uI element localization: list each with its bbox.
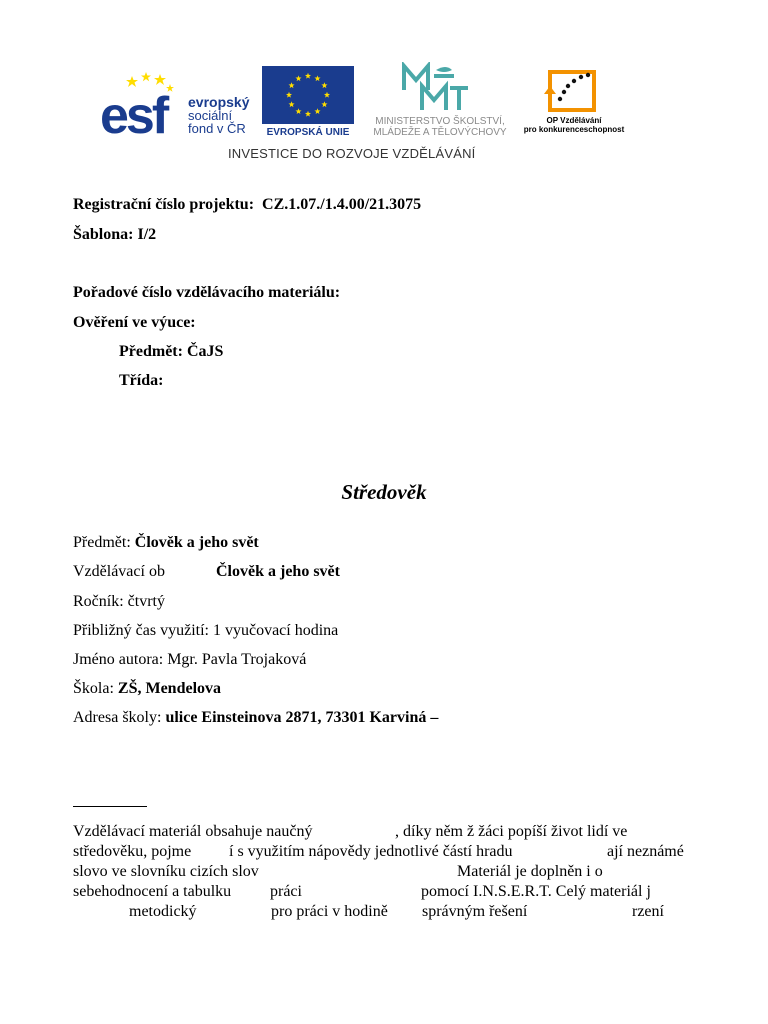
footnote bbox=[73, 822, 695, 922]
registration-line bbox=[73, 195, 421, 215]
skola-value: ZŠ, Mendelova bbox=[117, 680, 222, 697]
predmet-label: Předmět: bbox=[73, 534, 131, 551]
footnote-l4c: pomocí I.N.S.E.R.T. Celý materiál j bbox=[421, 883, 651, 900]
sablona-label: Šablona: bbox=[73, 226, 134, 243]
msmt-line-1: MINISTERSTVO ŠKOLSTVÍ, bbox=[375, 116, 505, 127]
sablona-value: I/2 bbox=[137, 226, 157, 243]
footnote-line-5 bbox=[73, 902, 695, 922]
esf-caption bbox=[188, 96, 249, 135]
logo-banner bbox=[98, 58, 698, 168]
esf-line-3: fond v ČR bbox=[188, 121, 246, 136]
oblast-line bbox=[73, 562, 165, 582]
esf-line-2: sociální bbox=[188, 108, 233, 123]
eu-logo bbox=[262, 66, 354, 138]
trida-label: Třída: bbox=[119, 372, 164, 389]
footnote-l1a: Vzdělávací materiál obsahuje naučný bbox=[73, 823, 313, 840]
cas-line: Přibližný čas využití: 1 vyučovací hodina bbox=[73, 622, 339, 639]
predmet-value: Člověk a jeho svět bbox=[134, 534, 259, 551]
esf-logo bbox=[98, 66, 258, 145]
adresa-value: ulice Einsteinova 2871, 73301 Karviná – bbox=[165, 709, 439, 726]
predmet-line bbox=[73, 533, 259, 553]
footnote-l5c: správným řešení bbox=[422, 903, 528, 920]
footnote-l3b: Materiál je doplněn i o bbox=[457, 863, 603, 880]
footnote-l5d: rzení bbox=[632, 903, 664, 920]
esf-letters: esf bbox=[100, 87, 167, 145]
footnote-l2a: středověku, pojme bbox=[73, 843, 192, 860]
overeni-label: Ověření ve výuce: bbox=[73, 314, 196, 331]
msmt-logo bbox=[360, 62, 520, 142]
footnote-l5a: metodický bbox=[129, 903, 197, 920]
op-logo bbox=[522, 66, 626, 142]
msmt-caption bbox=[360, 116, 520, 138]
adresa-line bbox=[73, 708, 438, 728]
registration-value: CZ.1.07./1.4.00/21.3075 bbox=[262, 196, 422, 213]
footnote-l4b: práci bbox=[270, 883, 302, 900]
page-title: Středověk bbox=[341, 480, 427, 504]
msmt-line-2: MLÁDEŽE A TĚLOVÝCHOVY bbox=[373, 127, 507, 138]
adresa-label: Adresa školy: bbox=[73, 709, 162, 726]
footnote-line-1 bbox=[73, 822, 695, 842]
footnote-divider bbox=[73, 806, 147, 807]
esf-line-1: evropský bbox=[188, 94, 250, 110]
eu-flag-icon bbox=[262, 66, 354, 124]
oblast-value: Člověk a jeho svět bbox=[216, 563, 340, 580]
msmt-mark-icon bbox=[400, 62, 470, 114]
op-line-1: OP Vzdělávání bbox=[546, 116, 602, 125]
skola-label: Škola: bbox=[73, 680, 114, 697]
footnote-l3a: slovo ve slovníku cizích slov bbox=[73, 863, 259, 880]
footnote-l2b: í s využitím nápovědy jednotlivé částí hradu bbox=[229, 843, 513, 860]
predmet-header-line bbox=[119, 342, 223, 362]
predmet-header-value: ČaJS bbox=[186, 343, 224, 360]
oblast-label: Vzdělávací ob bbox=[73, 563, 165, 580]
eu-label: EVROPSKÁ UNIE bbox=[266, 127, 350, 138]
banner-tagline: INVESTICE DO ROZVOJE VZDĚLÁVÁNÍ bbox=[228, 146, 476, 161]
skola-line bbox=[73, 679, 221, 699]
op-mark-icon bbox=[544, 66, 600, 116]
op-caption bbox=[522, 116, 626, 134]
rocnik-line: Ročník: čtvrtý bbox=[73, 593, 165, 610]
op-line-2: pro konkurenceschopnost bbox=[523, 125, 625, 134]
autor-line: Jméno autora: Mgr. Pavla Trojaková bbox=[73, 651, 307, 668]
registration-label: Registrační číslo projektu: bbox=[73, 196, 255, 213]
sablona-line bbox=[73, 225, 156, 245]
predmet-header-label: Předmět: bbox=[119, 343, 183, 360]
footnote-l1b: , díky něm ž žáci popíší život lidí ve bbox=[395, 823, 628, 840]
footnote-line-3 bbox=[73, 862, 695, 882]
footnote-line-4 bbox=[73, 882, 695, 902]
footnote-line-2 bbox=[73, 842, 695, 862]
footnote-l2c: ají neznámé bbox=[607, 843, 684, 860]
footnote-l5b: pro práci v hodině bbox=[271, 903, 388, 920]
footnote-l4a: sebehodnocení a tabulku bbox=[73, 883, 232, 900]
poradove-cislo-label: Pořadové číslo vzdělávacího materiálu: bbox=[73, 284, 341, 301]
